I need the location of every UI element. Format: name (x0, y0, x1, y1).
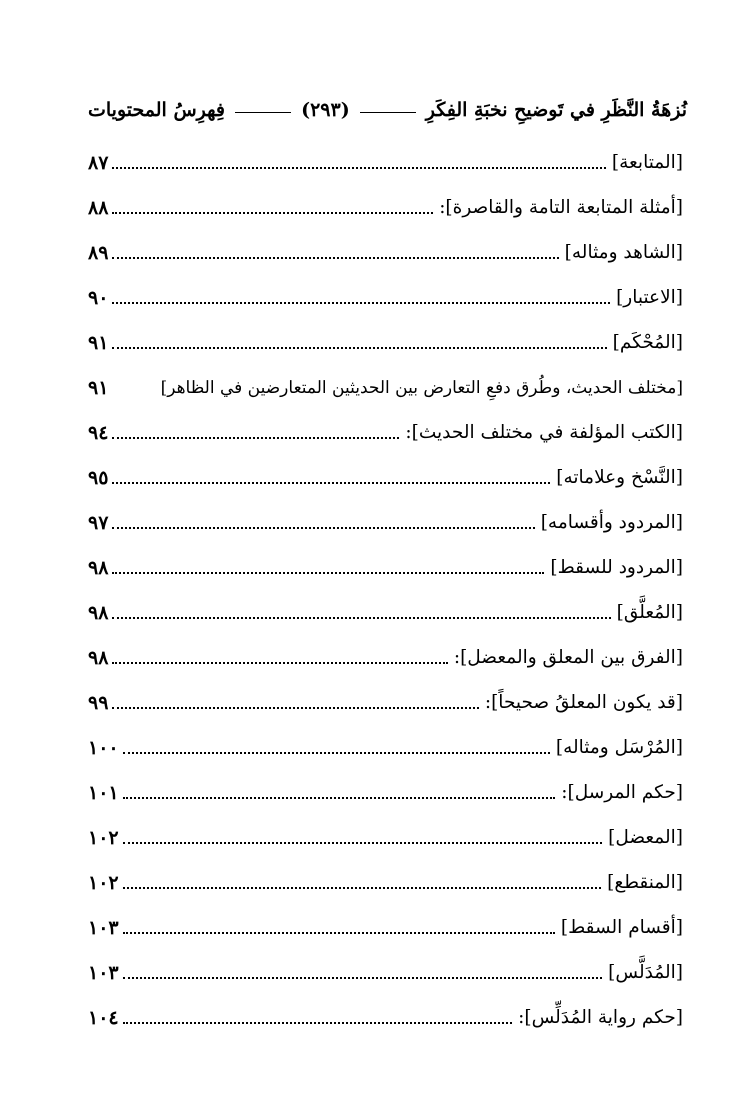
toc-entry (88, 187, 683, 223)
dot-leader (112, 572, 544, 574)
toc-entry-title: [المردود للسقط] (550, 557, 683, 578)
dot-leader (112, 617, 610, 619)
toc-entry-page: ٩٥ (88, 467, 109, 489)
toc-entry-title: [حكم رواية المُدَلِّس]: (518, 1007, 683, 1028)
dot-leader (123, 752, 550, 754)
dot-leader (112, 527, 534, 529)
toc-entry-title: [أقسام السقط] (560, 917, 683, 938)
toc-entry (88, 367, 683, 403)
toc-entry-title: [أمثلة المتابعة التامة والقاصرة]: (439, 197, 683, 218)
toc-entry (88, 457, 683, 493)
toc-entry (88, 232, 683, 268)
toc-entry (88, 637, 683, 673)
toc-entry (88, 322, 683, 358)
dot-leader (112, 482, 550, 484)
toc-entry (88, 997, 683, 1033)
toc-entry-page: ١٠٢ (88, 872, 119, 894)
toc-entry-title: [الكتب المؤلفة في مختلف الحديث]: (405, 422, 683, 443)
toc-entry-page: ١٠٢ (88, 827, 119, 849)
toc-entry-page: ١٠٠ (88, 737, 119, 759)
toc-entry-title: [قد يكون المعلقُ صحيحاً]: (484, 692, 683, 713)
dot-leader (112, 347, 606, 349)
toc-entry (88, 277, 683, 313)
toc-entry (88, 862, 683, 898)
header-page-number: (٢٩٣) (301, 99, 350, 121)
toc-entry (88, 142, 683, 178)
dot-leader (112, 167, 605, 169)
toc-entry-page: ١٠٣ (88, 962, 119, 984)
toc-entry (88, 772, 683, 808)
toc-entry-page: ١٠١ (88, 782, 119, 804)
header-rule (360, 112, 416, 113)
toc-entry (88, 412, 683, 448)
toc-entry (88, 682, 683, 718)
dot-leader (123, 932, 555, 934)
dot-leader (123, 842, 602, 844)
toc-entry-title: [النَّسْخ وعلاماته] (556, 467, 683, 488)
toc-entry-title: [المُحْكَم] (612, 332, 683, 353)
toc-entry (88, 907, 683, 943)
toc-entry (88, 502, 683, 538)
toc-entry-page: ٨٨ (88, 197, 109, 219)
toc-entry-title: [المتابعة] (611, 152, 683, 173)
toc-entry (88, 952, 683, 988)
toc-entry (88, 592, 683, 628)
toc-entry-page: ٩٨ (88, 647, 109, 669)
toc-entry-page: ٨٧ (88, 152, 109, 174)
toc-entry-page: ٩١ (88, 377, 109, 399)
toc-entry-title: [الاعتبار] (616, 287, 683, 308)
toc-entry-title: [المردود وأقسامه] (540, 512, 683, 533)
dot-leader (112, 257, 558, 259)
toc-entry-title: [الفرق بين المعلق والمعضل]: (453, 647, 683, 668)
toc-entry (88, 817, 683, 853)
toc-entry-page: ٩٠ (88, 287, 109, 309)
toc-entry-title: [المُعلَّق] (616, 602, 683, 623)
toc-entry-title: [مختلف الحديث، وطُرق دفعِ التعارض بين الحديثين المتعارضين في الظاهر] (160, 378, 683, 398)
toc-entry-title: [المُدَلَّس] (608, 962, 683, 983)
toc-entry-title: [حكم المرسل]: (561, 782, 683, 803)
dot-leader (123, 887, 602, 889)
running-header (88, 93, 687, 127)
dot-leader (112, 302, 610, 304)
toc-entry-page: ١٠٣ (88, 917, 119, 939)
toc-entry-page: ٩٩ (88, 692, 109, 714)
dot-leader (112, 662, 447, 664)
toc-entry-page: ١٠٤ (88, 1007, 119, 1029)
toc-entry-page: ٩٨ (88, 602, 109, 624)
toc-entry-title: [المنقطع] (607, 872, 683, 893)
toc-entry-page: ٩٨ (88, 557, 109, 579)
header-rule (235, 112, 291, 113)
toc-entry-title: [الشاهد ومثاله] (564, 242, 683, 263)
dot-leader (112, 437, 399, 439)
dot-leader (123, 977, 603, 979)
toc-entry-page: ٩٧ (88, 512, 109, 534)
header-section-title: فِهرِسُ المحتويات (88, 99, 225, 121)
toc-entry-page: ٨٩ (88, 242, 109, 264)
toc-entry-page: ٩٤ (88, 422, 109, 444)
header-book-title: نُزهَةُ النَّظَرِ في تَوضيحِ نخبَةِ الفِكَرِ (425, 99, 687, 121)
toc-entry-page: ٩١ (88, 332, 109, 354)
toc-entry-title: [المُرْسَل ومثاله] (555, 737, 683, 758)
dot-leader (112, 707, 478, 709)
toc-entry-title: [المعضل] (608, 827, 683, 848)
dot-leader (123, 797, 556, 799)
toc-entry (88, 727, 683, 763)
toc-entry (88, 547, 683, 583)
dot-leader (123, 1022, 513, 1024)
dot-leader (112, 212, 433, 214)
